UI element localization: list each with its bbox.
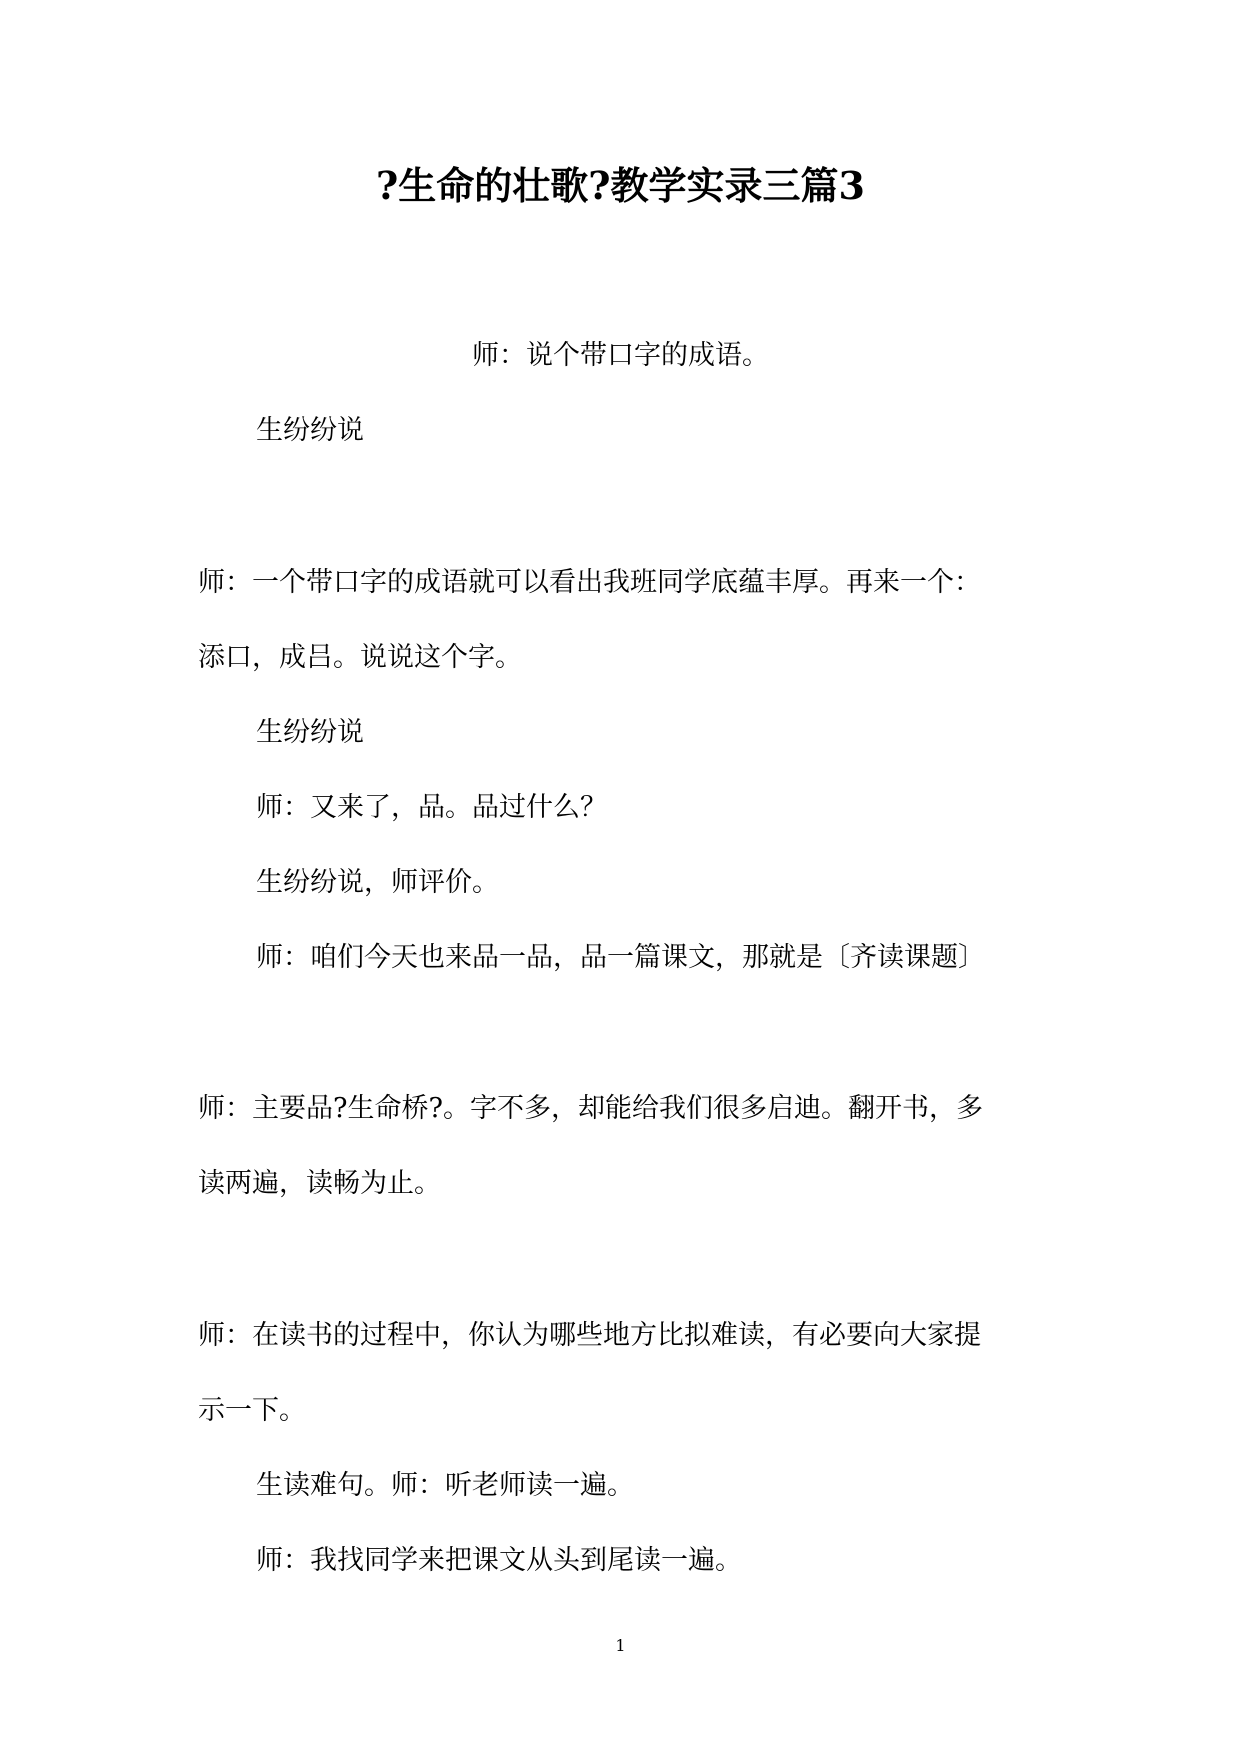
paragraph-4: 生纷纷说 bbox=[256, 717, 364, 748]
paragraph-7: 师：咱们今天也来品一品，品一篇课文，那就是〔齐读课题〕 bbox=[256, 942, 985, 973]
paragraph-11: 师：我找同学来把课文从头到尾读一遍。 bbox=[256, 1545, 742, 1576]
paragraph-9-line-2: 示一下。 bbox=[198, 1395, 306, 1426]
paragraph-6: 生纷纷说，师评价。 bbox=[256, 867, 499, 898]
paragraph-9-line-1: 师：在读书的过程中，你认为哪些地方比拟难读，有必要向大家提 bbox=[198, 1320, 981, 1351]
paragraph-3-line-2: 添口，成吕。说说这个字。 bbox=[198, 642, 522, 673]
paragraph-8-line-1: 师：主要品?生命桥?。字不多，却能给我们很多启迪。翻开书，多 bbox=[198, 1093, 983, 1124]
paragraph-3-line-1: 师：一个带口字的成语就可以看出我班同学底蕴丰厚。再来一个： bbox=[198, 567, 981, 598]
paragraph-10: 生读难句。师：听老师读一遍。 bbox=[256, 1470, 634, 1501]
page-number: 1 bbox=[615, 1636, 626, 1655]
paragraph-8-line-2: 读两遍，读畅为止。 bbox=[198, 1168, 441, 1199]
paragraph-2: 生纷纷说 bbox=[256, 415, 364, 446]
paragraph-1: 师：说个带口字的成语。 bbox=[472, 340, 769, 371]
document-title: ?生命的壮歌?教学实录三篇3 bbox=[376, 163, 865, 208]
paragraph-5: 师：又来了，品。品过什么？ bbox=[256, 792, 607, 823]
